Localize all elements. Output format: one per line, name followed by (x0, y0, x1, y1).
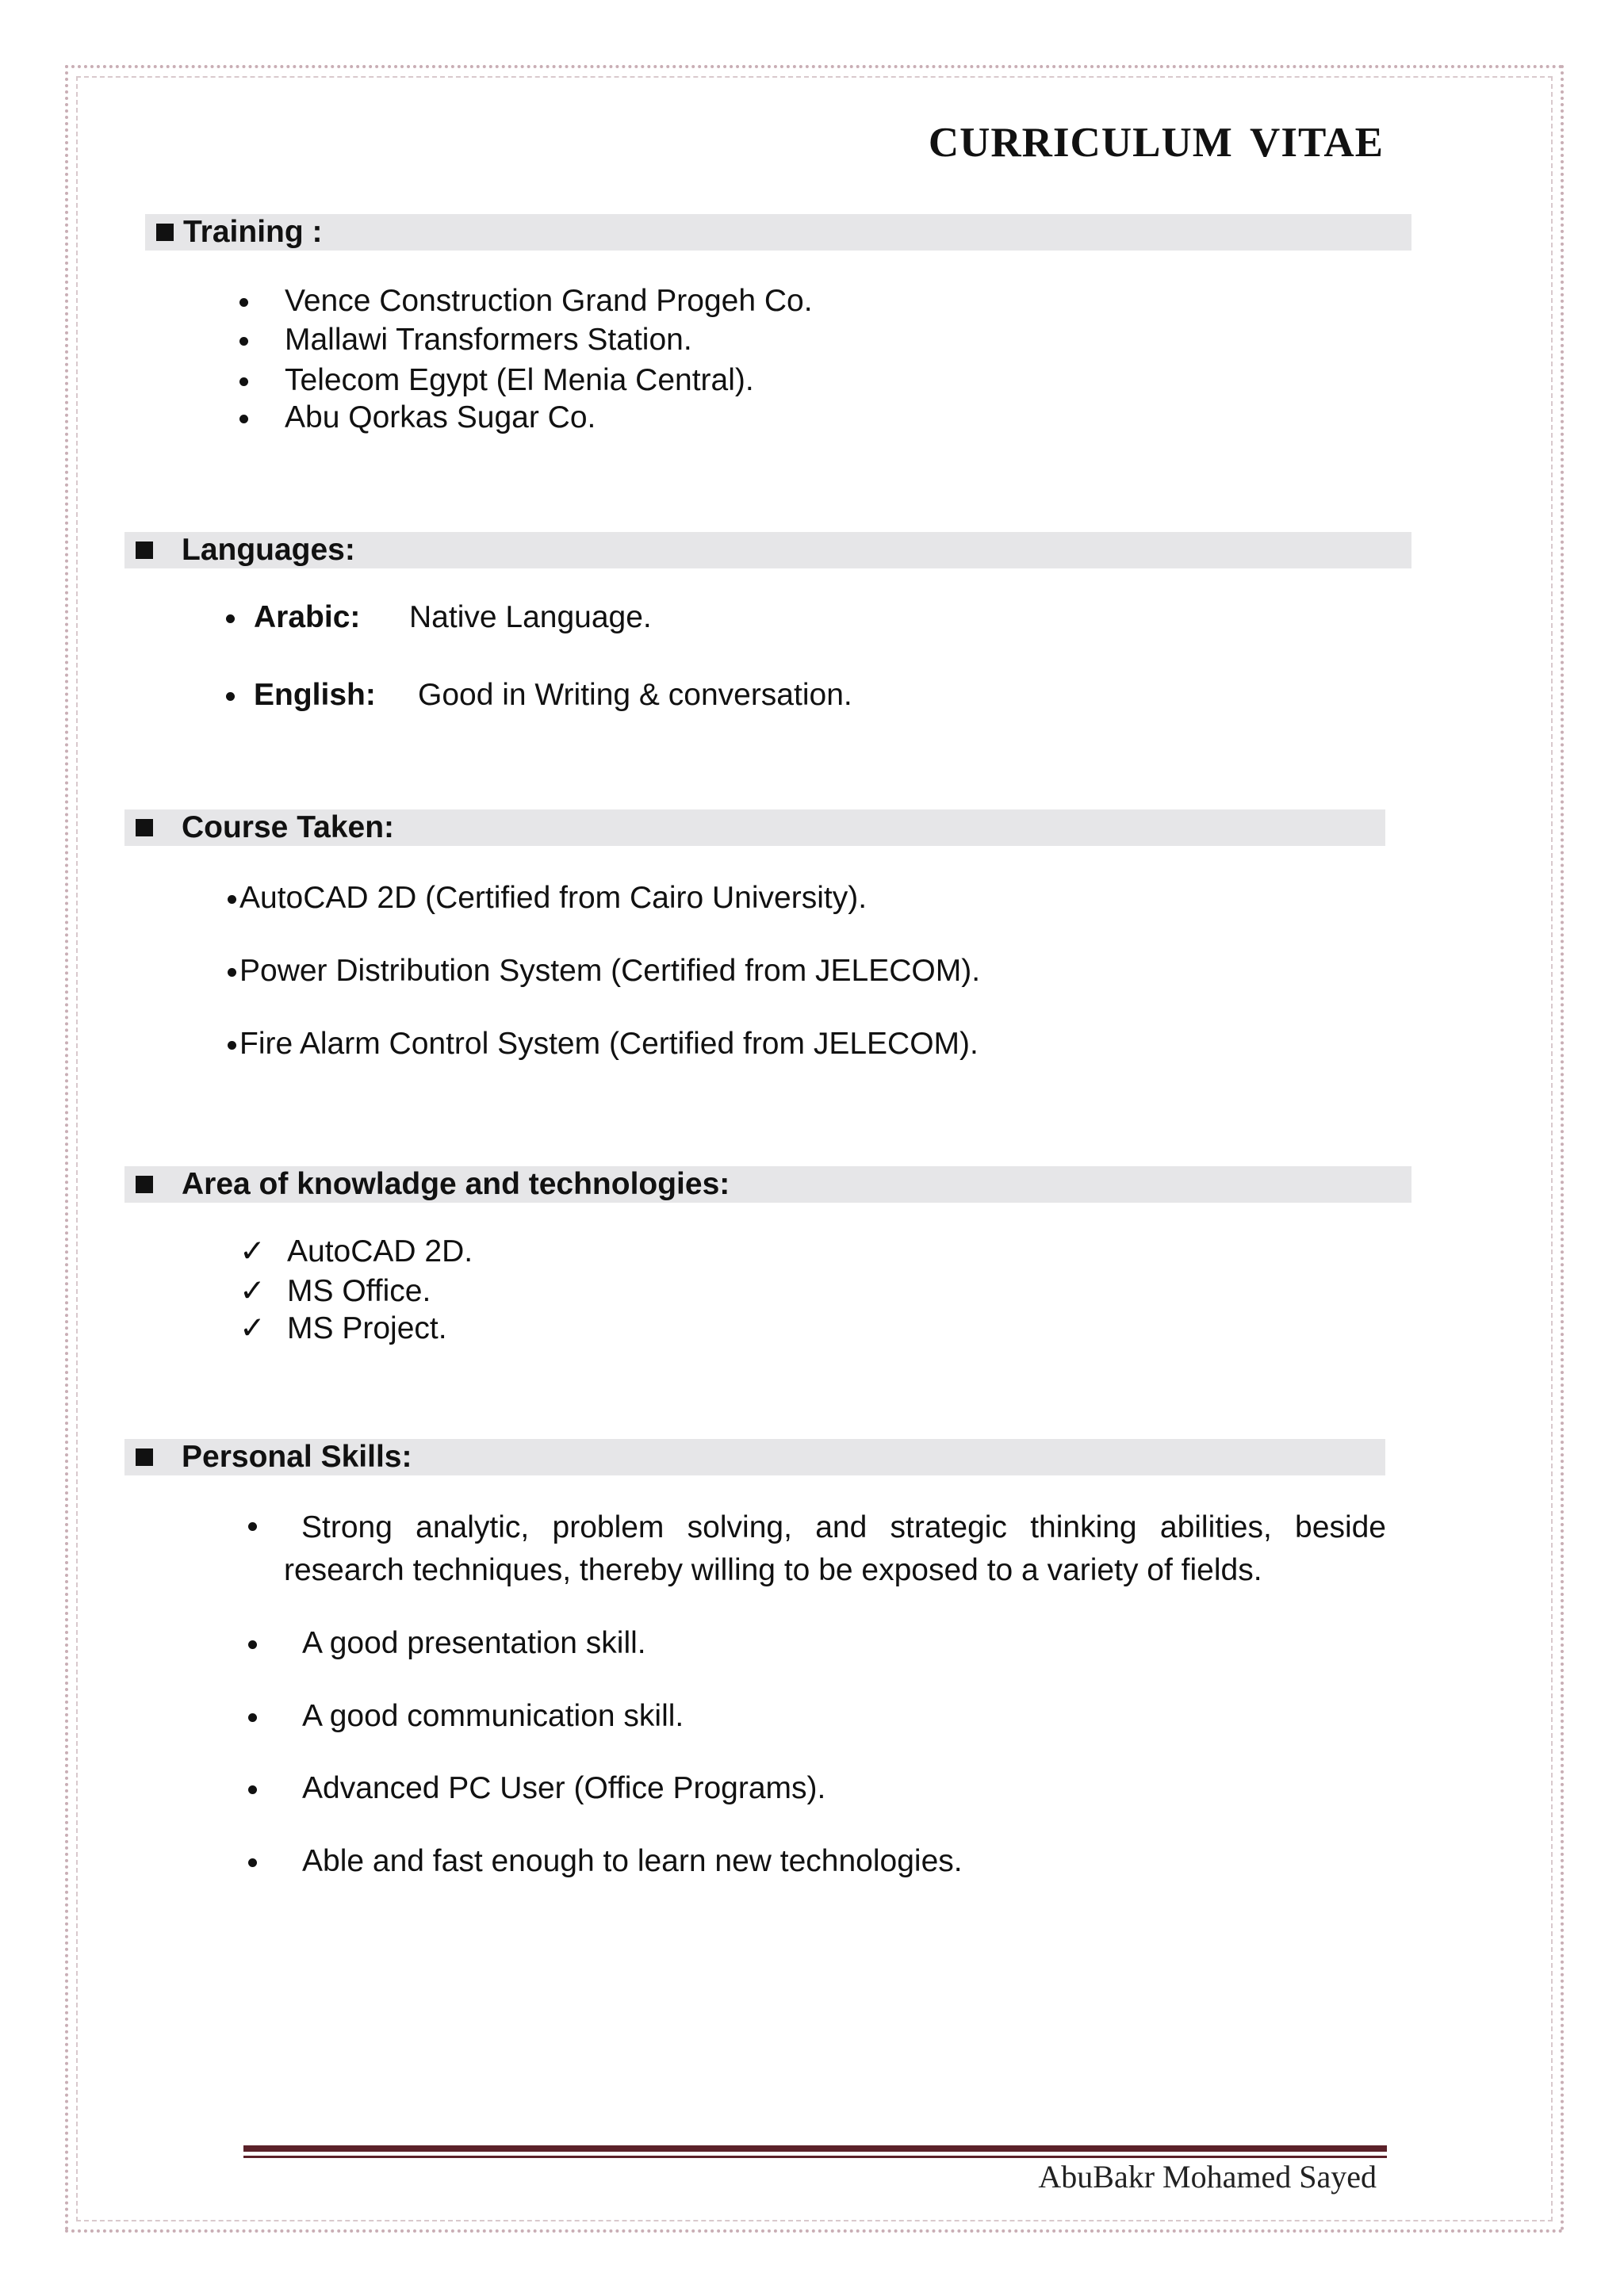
bullet-icon (239, 337, 248, 346)
section-knowledge-title: Area of knowladge and technologies: (182, 1167, 730, 1201)
footer-author-name: AbuBakr Mohamed Sayed (1038, 2159, 1377, 2195)
skill-item: A good presentation skill. (248, 1625, 646, 1663)
bullet-icon (228, 895, 236, 904)
skill-item: Advanced PC User (Office Programs). (248, 1770, 825, 1808)
section-skills-title: Personal Skills: (182, 1440, 412, 1474)
square-bullet-icon (156, 224, 174, 241)
bullet-icon (239, 415, 248, 423)
section-courses-header (124, 809, 1385, 846)
section-knowledge-header (124, 1166, 1411, 1203)
training-item: Vence Construction Grand Progeh Co. (239, 283, 813, 320)
section-courses-title: Course Taken: (182, 810, 395, 844)
skill-bullet-icon (248, 1507, 257, 1544)
footer-rule (243, 2145, 1387, 2152)
bullet-icon (239, 298, 248, 307)
training-item: Mallawi Transformers Station. (239, 322, 692, 359)
language-name: English: (254, 678, 376, 712)
knowledge-item: ✓ MS Office. (239, 1273, 431, 1311)
square-bullet-icon (136, 1448, 153, 1466)
training-item: Telecom Egypt (El Menia Central). (239, 362, 754, 400)
skill-item: A good communication skill. (248, 1698, 684, 1735)
section-languages-title: Languages: (182, 533, 355, 567)
knowledge-item: ✓ MS Project. (239, 1311, 447, 1348)
square-bullet-icon (136, 819, 153, 836)
section-training-title: Training : (183, 215, 323, 249)
course-item: Power Distribution System (Certified from JELECOM). (228, 953, 980, 990)
bullet-icon (248, 1785, 257, 1794)
language-level: Native Language. (409, 600, 652, 634)
document-title: CURRICULUM VITAE (928, 120, 1384, 166)
bullet-icon (248, 1713, 257, 1722)
bullet-icon (228, 968, 236, 977)
checkmark-icon: ✓ (239, 1234, 266, 1269)
bullet-icon (226, 614, 235, 623)
language-item (226, 599, 652, 637)
training-item: Abu Qorkas Sugar Co. (239, 400, 596, 437)
section-languages-header (124, 532, 1411, 568)
checkmark-icon: ✓ (239, 1274, 266, 1308)
course-item: AutoCAD 2D (Certified from Cairo University). (228, 880, 867, 917)
checkmark-icon: ✓ (239, 1311, 266, 1345)
skill-item: Able and fast enough to learn new technologies. (248, 1843, 963, 1881)
bullet-icon (226, 692, 235, 701)
bullet-icon (248, 1858, 257, 1867)
language-level: Good in Writing & conversation. (418, 678, 852, 712)
course-item: Fire Alarm Control System (Certified from JELECOM). (228, 1026, 979, 1063)
knowledge-item: ✓ AutoCAD 2D. (239, 1234, 473, 1271)
language-item (226, 677, 852, 714)
skill-item: Strong analytic, problem solving, and strategic thinking abilities, beside research techniques, thereby willing to be exposed to a variety of fields. (284, 1510, 1386, 1587)
square-bullet-icon (136, 1176, 153, 1193)
section-skills-header (124, 1439, 1385, 1475)
language-name: Arabic: (254, 600, 361, 634)
square-bullet-icon (136, 541, 153, 559)
bullet-icon (248, 1640, 257, 1649)
bullet-icon (239, 377, 248, 386)
section-training-header (145, 214, 1411, 251)
bullet-icon (228, 1041, 236, 1050)
